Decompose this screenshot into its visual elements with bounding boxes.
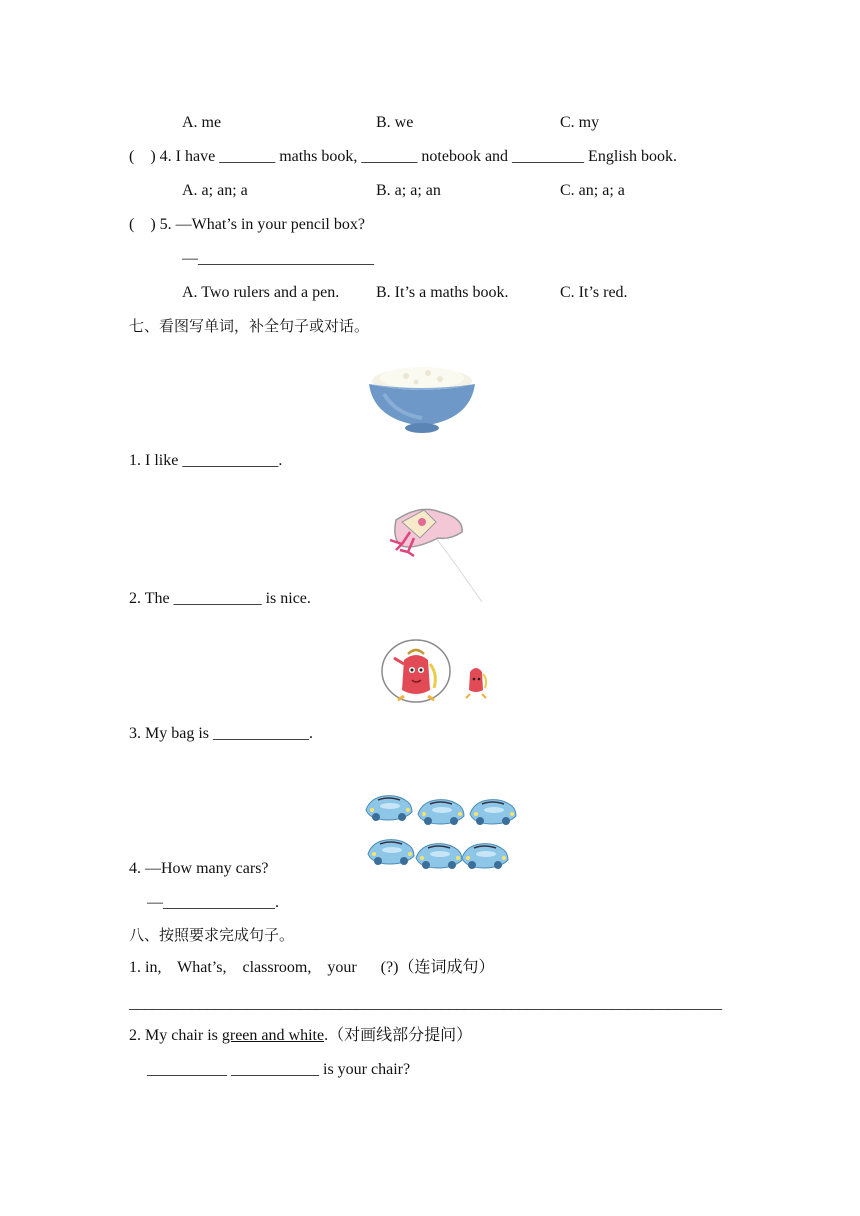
q5-answer-blank: —______________________ bbox=[182, 250, 374, 267]
q5-option-b: B. It’s a maths book. bbox=[376, 284, 509, 301]
q3-option-b: B. we bbox=[376, 114, 414, 131]
section7-sentence-3: 3. My bag is ____________. bbox=[129, 725, 313, 742]
kite-picture bbox=[380, 500, 486, 606]
underlined-phrase: green and white bbox=[221, 1027, 325, 1044]
section7-sentence-4: 4. —How many cars? bbox=[129, 860, 269, 877]
red-bag-picture bbox=[380, 638, 504, 706]
rice-bowl-picture bbox=[366, 364, 478, 438]
q3-option-a: A. me bbox=[182, 114, 222, 131]
section7-sentence-2: 2. The ___________ is nice. bbox=[129, 590, 311, 607]
q3-option-c: C. my bbox=[560, 114, 600, 131]
sentence-2-prefix: 2. My chair is bbox=[129, 1027, 222, 1044]
q5-stem: ( ) 5. —What’s in your pencil box? bbox=[129, 216, 365, 233]
section7-sentence-1: 1. I like ____________. bbox=[129, 452, 283, 469]
section8-answer-2: __________ ___________ is your chair? bbox=[147, 1061, 411, 1078]
q4-option-a: A. a; an; a bbox=[182, 182, 248, 199]
q5-option-c: C. It’s red. bbox=[560, 284, 628, 301]
sentence-2-suffix: .（对画线部分提问） bbox=[324, 1027, 473, 1044]
section8-sentence-2 bbox=[129, 1026, 472, 1046]
section8-sentence-1: 1. in, What’s, classroom, your (?)（连词成句） bbox=[129, 959, 495, 976]
six-cars-picture bbox=[364, 792, 518, 876]
q4-option-b: B. a; a; an bbox=[376, 182, 441, 199]
section7-answer-4: —______________. bbox=[147, 894, 279, 911]
q4-option-c: C. an; a; a bbox=[560, 182, 625, 199]
q4-stem: ( ) 4. I have _______ maths book, _______ notebook and _________ English book. bbox=[129, 148, 677, 165]
q5-option-a: A. Two rulers and a pen. bbox=[182, 284, 340, 301]
section8-title: 八、按照要求完成句子。 bbox=[129, 926, 295, 944]
section8-answer-line: ____________________________________________________________________________ bbox=[129, 995, 722, 1012]
section7-title: 七、看图写单词，补全句子或对话。 bbox=[129, 317, 370, 335]
